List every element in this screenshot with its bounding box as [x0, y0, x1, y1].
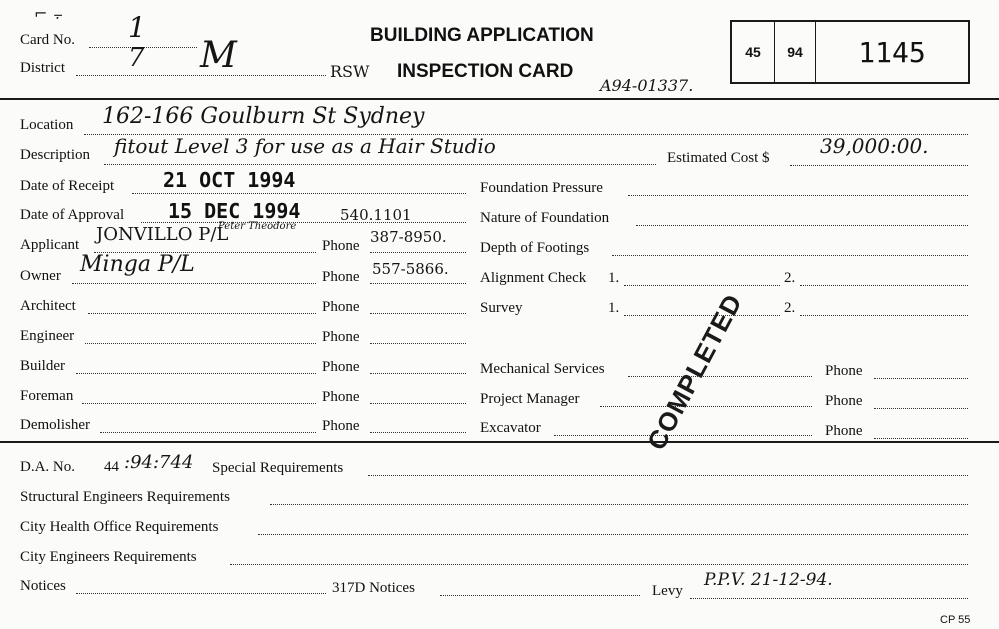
levy-line: [690, 598, 968, 599]
city-health-line: [258, 534, 968, 535]
card-no-label: Card No.: [20, 32, 75, 48]
owner-value: Minga P/L: [80, 252, 195, 277]
description-label: Description: [20, 147, 90, 163]
completed-stamp: COMPLETED: [640, 288, 749, 455]
builder-line: [76, 373, 316, 374]
da-no-prefix: 44: [104, 459, 119, 475]
engineer-phone-label: Phone: [322, 329, 360, 345]
foreman-phone-label: Phone: [322, 389, 360, 405]
date-of-receipt-label: Date of Receipt: [20, 178, 115, 194]
card-no-value: 1: [128, 11, 146, 44]
notices-label: Notices: [20, 578, 66, 594]
mechanical-services-label: Mechanical Services: [480, 361, 605, 377]
middle-rule: [0, 441, 999, 443]
foreman-phone-line: [370, 403, 466, 404]
applicant-phone-line: [370, 252, 466, 253]
owner-phone-label: Phone: [322, 269, 360, 285]
box-cell-3: 1145: [858, 35, 926, 69]
date-of-approval-label: Date of Approval: [20, 207, 125, 223]
location-value: 162-166 Goulburn St Sydney: [102, 104, 425, 129]
excavator-phone-label: Phone: [825, 423, 863, 439]
special-requirements-line: [368, 475, 968, 476]
foundation-pressure-line: [628, 195, 968, 196]
nature-of-foundation-line: [636, 225, 968, 226]
demolisher-phone-label: Phone: [322, 418, 360, 434]
title-building-application: BUILDING APPLICATION: [370, 25, 594, 46]
city-engineers-line: [230, 564, 968, 565]
form-code: CP 55: [940, 614, 971, 626]
location-label: Location: [20, 117, 74, 133]
application-number-box: [730, 20, 970, 84]
alignment-check-1-line: [624, 285, 780, 286]
special-requirements-label: Special Requirements: [212, 460, 344, 476]
city-health-label: City Health Office Requirements: [20, 519, 219, 535]
survey-1-line: [624, 315, 780, 316]
notices-line: [76, 593, 326, 594]
applicant-phone-value: 387-8950.: [370, 228, 447, 246]
builder-phone-label: Phone: [322, 359, 360, 375]
survey-label: Survey: [480, 300, 523, 316]
applicant-value: JONVILLO P/L: [96, 224, 229, 245]
box-cell-2: 94: [787, 44, 803, 60]
title-inspection-card: INSPECTION CARD: [397, 61, 574, 82]
project-manager-phone-line: [874, 408, 968, 409]
box-cell-1: 45: [745, 44, 761, 60]
depth-of-footings-label: Depth of Footings: [480, 240, 590, 256]
notices-317d-line: [440, 595, 640, 596]
architect-line: [88, 313, 316, 314]
levy-value: P.P.V. 21-12-94.: [704, 570, 833, 590]
demolisher-label: Demolisher: [20, 417, 90, 433]
demolisher-phone-line: [370, 432, 466, 433]
estimated-cost-value: 39,000:00.: [820, 134, 929, 158]
foreman-label: Foreman: [20, 388, 74, 404]
district-mark: M: [200, 35, 237, 76]
applicant-extra: Peter Theodore: [218, 221, 297, 232]
corner-scribble: ⌐ ⨪: [34, 4, 62, 23]
builder-phone-line: [370, 373, 466, 374]
description-value: fitout Level 3 for use as a Hair Studio: [114, 134, 496, 158]
owner-line: [72, 283, 316, 284]
excavator-line: [554, 435, 812, 436]
engineer-phone-line: [370, 343, 466, 344]
applicant-label: Applicant: [20, 237, 80, 253]
alignment-check-1: 1.: [608, 270, 620, 286]
project-manager-label: Project Manager: [480, 391, 580, 407]
notices-317d-label: 317D Notices: [332, 580, 415, 596]
top-rule: [0, 98, 999, 100]
alignment-check-label: Alignment Check: [480, 270, 587, 286]
owner-phone-line: [370, 283, 466, 284]
alignment-check-2-line: [800, 285, 968, 286]
project-manager-line: [600, 406, 812, 407]
builder-label: Builder: [20, 358, 65, 374]
excavator-phone-line: [874, 438, 968, 439]
da-no-label: D.A. No.: [20, 459, 75, 475]
estimated-cost-label: Estimated Cost $: [667, 150, 770, 166]
alignment-check-2: 2.: [784, 270, 796, 286]
architect-phone-label: Phone: [322, 299, 360, 315]
owner-label: Owner: [20, 268, 61, 284]
initials: RSW: [330, 62, 370, 81]
depth-of-footings-line: [612, 255, 968, 256]
da-no-value: :94:744: [124, 452, 194, 473]
structural-engineers-label: Structural Engineers Requirements: [20, 489, 230, 505]
date-of-receipt-value: 21 OCT 1994: [163, 168, 296, 192]
date-of-receipt-line: [132, 193, 466, 194]
survey-1: 1.: [608, 300, 620, 316]
mechanical-services-phone-label: Phone: [825, 363, 863, 379]
engineer-line: [85, 343, 316, 344]
architect-phone-line: [370, 313, 466, 314]
reference-number: A94-01337.: [600, 76, 694, 95]
district-value: 7: [128, 43, 145, 73]
engineer-label: Engineer: [20, 328, 75, 344]
foundation-pressure-label: Foundation Pressure: [480, 180, 603, 196]
mechanical-services-phone-line: [874, 378, 968, 379]
structural-engineers-line: [270, 504, 968, 505]
levy-label: Levy: [652, 583, 683, 599]
owner-phone-value: 557-5866.: [372, 260, 449, 278]
excavator-label: Excavator: [480, 420, 541, 436]
estimated-cost-line: [790, 165, 968, 166]
nature-of-foundation-label: Nature of Foundation: [480, 210, 610, 226]
foreman-line: [82, 403, 316, 404]
applicant-phone-label: Phone: [322, 238, 360, 254]
survey-2-line: [800, 315, 968, 316]
city-engineers-label: City Engineers Requirements: [20, 549, 197, 565]
mechanical-services-line: [628, 376, 812, 377]
district-label: District: [20, 60, 65, 76]
date-of-approval-value: 15 DEC 1994: [168, 199, 301, 223]
survey-2: 2.: [784, 300, 796, 316]
architect-label: Architect: [20, 298, 76, 314]
date-of-approval-extra: 540.1101: [340, 206, 412, 224]
description-line: [104, 164, 656, 165]
project-manager-phone-label: Phone: [825, 393, 863, 409]
demolisher-line: [100, 432, 316, 433]
